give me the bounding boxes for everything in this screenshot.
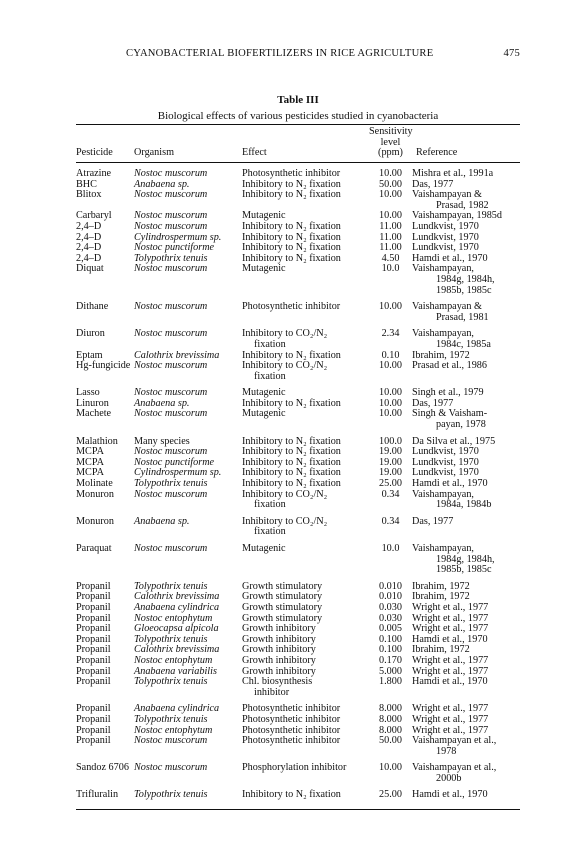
cell-sensitivity-level: 0.170 xyxy=(379,654,402,666)
cell-organism: Many species xyxy=(134,435,190,447)
cell-line: Vaishampayan, xyxy=(412,263,474,275)
cell-organism: Nostoc entophytum xyxy=(134,654,213,666)
cell-line: Growth inhibitory xyxy=(242,633,316,645)
cell-organism: Anabaena cylindrica xyxy=(134,601,220,613)
cell-line: Vaishampayan, xyxy=(412,543,474,554)
cell-pesticide: Sandoz 6706 xyxy=(76,762,129,774)
cell-pesticide: Paraquat xyxy=(76,543,112,554)
cell-pesticide: Eptam xyxy=(76,349,103,361)
cell-reference xyxy=(412,296,520,323)
cell-line: Inhibitory to N₂ fixation xyxy=(242,397,341,409)
cell-sensitivity-level: 0.34 xyxy=(381,515,400,527)
cell-pesticide: 2,4–D xyxy=(76,220,102,232)
cell-sensitivity-level: 0.005 xyxy=(379,623,402,635)
table-row xyxy=(76,603,520,614)
cell-line: Mutagenic xyxy=(242,408,286,420)
cell-sensitivity-level: 25.00 xyxy=(379,478,402,490)
cell-continuation-line: fixation xyxy=(254,499,286,511)
cell-pesticide: MCPA xyxy=(76,446,104,458)
cell-sensitivity-level: 5.000 xyxy=(379,665,402,677)
cell-sensitivity-level: 11.00 xyxy=(379,242,402,254)
cell-line: Inhibitory to N₂ fixation xyxy=(242,231,341,243)
cell-line: Chl. biosynthesis xyxy=(242,676,313,688)
cell-line: Growth stimulatory xyxy=(242,601,323,613)
cell-line: Inhibitory to N₂ fixation xyxy=(242,478,341,490)
cell-pesticide: Propanil xyxy=(76,623,111,635)
cell-organism: Gloeocapsa alpicola xyxy=(134,623,219,635)
cell-sensitivity-level: 50.00 xyxy=(379,735,402,747)
cell-sensitivity-level: 10.0 xyxy=(381,543,400,554)
cell-continuation-line: fixation xyxy=(254,338,286,350)
cell-line: Wright et al., 1977 xyxy=(412,654,489,666)
cell-effect xyxy=(242,409,369,430)
cell-line: Growth stimulatory xyxy=(242,612,323,624)
cell-effect xyxy=(242,296,369,323)
cell-line: Inhibitory to N₂ fixation xyxy=(242,178,341,190)
cell-pesticide: BHC xyxy=(76,178,97,190)
table-row xyxy=(76,677,520,698)
cell-reference xyxy=(412,656,520,667)
cell-sensitivity-level: 10.0 xyxy=(381,263,400,275)
cell-sensitivity-level: 10.00 xyxy=(379,301,402,313)
cell-line: Lundkvist, 1970 xyxy=(412,220,479,232)
cell-line: Lundkvist, 1970 xyxy=(412,467,479,479)
cell-continuation-line: 1984g, 1984h, xyxy=(436,553,495,565)
cell-pesticide: Propanil xyxy=(76,580,111,592)
cell-continuation-line: 1978 xyxy=(436,745,457,757)
cell-organism: Anabaena cylindrica xyxy=(134,703,220,715)
cell-continuation-line: 1985b, 1985c xyxy=(436,564,492,576)
cell-organism: Calothrix brevissima xyxy=(134,349,220,361)
cell-line: Hamdi et al., 1970 xyxy=(412,252,488,264)
cell-reference xyxy=(412,162,520,180)
cell-sensitivity-level: 1.800 xyxy=(379,676,402,688)
cell-sensitivity-level: 0.010 xyxy=(379,580,402,592)
cell-line: Hamdi et al., 1970 xyxy=(412,478,488,490)
cell-pesticide: Propanil xyxy=(76,601,111,613)
cell-line: Growth inhibitory xyxy=(242,644,316,656)
cell-line: Ibrahim, 1972 xyxy=(412,644,470,656)
cell-line: Ibrahim, 1972 xyxy=(412,349,470,361)
cell-continuation-line: 1985b, 1985c xyxy=(436,284,492,296)
cell-line: Wright et al., 1977 xyxy=(412,601,489,613)
table-row xyxy=(76,576,520,593)
cell-sensitivity-level: 0.100 xyxy=(379,633,402,645)
table-row xyxy=(76,736,520,757)
cell-organism: Nostoc muscorum xyxy=(134,328,208,340)
cell-line: Das, 1977 xyxy=(412,178,454,190)
table-row xyxy=(76,431,520,448)
cell-reference xyxy=(412,784,520,801)
cell-organism: Anabaena sp. xyxy=(134,397,190,409)
cell-sensitivity-level: 0.34 xyxy=(381,488,400,500)
cell-pesticide: Propanil xyxy=(76,676,111,688)
cell-line: Lundkvist, 1970 xyxy=(412,446,479,458)
cell-line: Wright et al., 1977 xyxy=(412,623,489,635)
table-row xyxy=(76,162,520,180)
cell-reference xyxy=(412,511,520,538)
cell-organism: Nostoc muscorum xyxy=(134,762,208,774)
cell-pesticide: Blitox xyxy=(76,189,102,201)
cell-line: Growth inhibitory xyxy=(242,665,316,677)
cell-pesticide: Linuron xyxy=(76,397,109,409)
cell-line: Growth inhibitory xyxy=(242,654,316,666)
cell-line: Hamdi et al., 1970 xyxy=(412,633,488,645)
cell-sensitivity-level: 10.00 xyxy=(379,168,402,179)
cell-pesticide: Diquat xyxy=(76,263,104,275)
cell-sensitivity-level: 10.00 xyxy=(379,762,402,774)
cell-line: Inhibitory to N₂ fixation xyxy=(242,456,341,468)
cell-effect xyxy=(242,784,369,801)
cell-organism: Tolypothrix tenuis xyxy=(134,676,208,688)
cell-sensitivity-level: 8.000 xyxy=(379,713,402,725)
cell-reference xyxy=(412,603,520,614)
cell-sensitivity-level: 11.00 xyxy=(379,231,402,243)
cell-pesticide: Propanil xyxy=(76,633,111,645)
cell-organism: Nostoc muscorum xyxy=(134,360,208,372)
cell-organism: Nostoc muscorum xyxy=(134,301,208,313)
cell-organism: Tolypothrix tenuis xyxy=(134,633,208,645)
cell-effect xyxy=(242,490,369,511)
cell-line: Vaishampayan, xyxy=(412,328,474,340)
cell-line: Photosynthetic inhibitor xyxy=(242,713,341,725)
cell-line: Vaishampayan, xyxy=(412,488,474,500)
cell-line: Inhibitory to N₂ fixation xyxy=(242,252,341,264)
table-row xyxy=(76,296,520,323)
cell-organism: Cylindrospermum sp. xyxy=(134,467,222,479)
cell-reference xyxy=(412,736,520,757)
table-caption: Biological effects of various pesticides studied in cyanobacteria xyxy=(157,110,439,122)
cell-sensitivity-level: 10.00 xyxy=(379,360,402,372)
cell-pesticide: Propanil xyxy=(76,713,111,725)
cell-pesticide: 2,4–D xyxy=(76,242,102,254)
cell-line: Singh & Vaisham- xyxy=(412,408,488,420)
cell-line: Photosynthetic inhibitor xyxy=(242,703,341,715)
table-row xyxy=(76,264,520,296)
cell-effect xyxy=(242,576,369,593)
cell-organism: Anabaena sp. xyxy=(134,515,190,527)
cell-organism: Nostoc punctiforme xyxy=(134,242,215,254)
cell-pesticide: MCPA xyxy=(76,467,104,479)
table-row xyxy=(76,361,520,382)
table-row xyxy=(76,698,520,715)
cell-pesticide: Carbaryl xyxy=(76,210,112,222)
cell-line: Vaishampayan et al., xyxy=(412,762,497,774)
header-effect: Effect xyxy=(242,147,267,159)
cell-effect xyxy=(242,656,369,667)
cell-sensitivity-level: 25.00 xyxy=(379,789,402,801)
cell-organism: Nostoc entophytum xyxy=(134,612,213,624)
cell-line: Hamdi et al., 1970 xyxy=(412,789,488,801)
cell-reference xyxy=(412,264,520,296)
cell-organism: Nostoc muscorum xyxy=(134,446,208,458)
cell-pesticide: Malathion xyxy=(76,435,118,447)
cell-effect xyxy=(242,603,369,614)
table-row xyxy=(76,490,520,511)
cell-organism: Nostoc muscorum xyxy=(134,488,208,500)
cell-pesticide: Atrazine xyxy=(76,168,112,179)
cell-effect xyxy=(242,264,369,296)
cell-line: Inhibitory to CO₂/N₂ xyxy=(242,328,328,340)
cell-organism: Nostoc muscorum xyxy=(134,543,208,554)
cell-line: Growth inhibitory xyxy=(242,623,316,635)
cell-continuation-line: 2000b xyxy=(436,772,462,784)
cell-line: Inhibitory to CO₂/N₂ xyxy=(242,360,328,372)
cell-organism: Calothrix brevissima xyxy=(134,591,220,603)
cell-pesticide: 2,4–D xyxy=(76,231,102,243)
cell-sensitivity-level: 0.10 xyxy=(381,349,400,361)
cell-line: Photosynthetic inhibitor xyxy=(242,724,341,736)
cell-line: Inhibitory to N₂ fixation xyxy=(242,789,341,801)
cell-pesticide: Propanil xyxy=(76,724,111,736)
cell-organism: Tolypothrix tenuis xyxy=(134,580,208,592)
cell-sensitivity-level: 19.00 xyxy=(379,467,402,479)
cell-line: Inhibitory to N₂ fixation xyxy=(242,349,341,361)
table-row xyxy=(76,715,520,726)
cell-line: Ibrahim, 1972 xyxy=(412,580,470,592)
cell-line: Vaishampayan et al., xyxy=(412,735,497,747)
cell-reference xyxy=(412,576,520,593)
cell-pesticide: Molinate xyxy=(76,478,113,490)
cell-effect xyxy=(242,538,369,576)
cell-effect xyxy=(242,190,369,211)
cell-organism: Nostoc muscorum xyxy=(134,210,208,222)
cell-line: Das, 1977 xyxy=(412,397,454,409)
cell-line: Prasad et al., 1986 xyxy=(412,360,487,372)
cell-sensitivity-level: 11.00 xyxy=(379,220,402,232)
cell-line: Lundkvist, 1970 xyxy=(412,231,479,243)
cell-line: Das, 1977 xyxy=(412,515,454,527)
cell-reference xyxy=(412,538,520,576)
cell-organism: Nostoc entophytum xyxy=(134,724,213,736)
cell-organism: Tolypothrix tenuis xyxy=(134,713,208,725)
cell-sensitivity-level: 0.030 xyxy=(379,612,402,624)
cell-continuation-line: fixation xyxy=(254,526,286,538)
cell-pesticide: Propanil xyxy=(76,644,111,656)
cell-effect xyxy=(242,382,369,399)
cell-pesticide: MCPA xyxy=(76,456,104,468)
cell-reference xyxy=(412,190,520,211)
cell-sensitivity-level: 0.010 xyxy=(379,591,402,603)
cell-sensitivity-level: 0.030 xyxy=(379,601,402,613)
cell-sensitivity-level: 8.000 xyxy=(379,724,402,736)
cell-line: Lundkvist, 1970 xyxy=(412,456,479,468)
header-pesticide: Pesticide xyxy=(76,147,113,159)
cell-pesticide: Machete xyxy=(76,408,112,420)
cell-sensitivity-level: 19.00 xyxy=(379,446,402,458)
cell-line: Inhibitory to N₂ fixation xyxy=(242,189,341,201)
table-row xyxy=(76,222,520,233)
cell-line: Wright et al., 1977 xyxy=(412,665,489,677)
table-row xyxy=(76,538,520,576)
cell-line: Photosynthetic inhibitor xyxy=(242,168,341,179)
cell-line: Inhibitory to N₂ fixation xyxy=(242,220,341,232)
cell-continuation-line: Prasad, 1982 xyxy=(436,199,489,211)
cell-reference xyxy=(412,431,520,448)
cell-line: Mutagenic xyxy=(242,263,286,275)
cell-reference xyxy=(412,409,520,430)
cell-effect xyxy=(242,715,369,726)
table-header-row xyxy=(76,121,520,162)
cell-effect xyxy=(242,431,369,448)
cell-pesticide: Dithane xyxy=(76,301,109,313)
cell-pesticide: Propanil xyxy=(76,703,111,715)
cell-pesticide: Propanil xyxy=(76,591,111,603)
header-organism: Organism xyxy=(134,147,174,159)
cell-organism: Tolypothrix tenuis xyxy=(134,789,208,801)
cell-organism: Cylindrospermum sp. xyxy=(134,231,222,243)
cell-line: Inhibitory to N₂ fixation xyxy=(242,435,341,447)
cell-line: Singh et al., 1979 xyxy=(412,387,484,399)
cell-sensitivity-level: 8.000 xyxy=(379,703,402,715)
cell-line: Mishra et al., 1991a xyxy=(412,168,494,179)
cell-pesticide: Diuron xyxy=(76,328,105,340)
cell-organism: Nostoc muscorum xyxy=(134,189,208,201)
cell-line: Growth stimulatory xyxy=(242,580,323,592)
cell-line: Wright et al., 1977 xyxy=(412,703,489,715)
cell-sensitivity-level: 100.0 xyxy=(379,435,402,447)
cell-line: Mutagenic xyxy=(242,543,286,554)
cell-line: Ibrahim, 1972 xyxy=(412,591,470,603)
table-body xyxy=(76,162,520,801)
cell-effect xyxy=(242,511,369,538)
cell-reference xyxy=(412,361,520,382)
cell-sensitivity-level: 10.00 xyxy=(379,189,402,201)
cell-reference xyxy=(412,382,520,399)
cell-line: Wright et al., 1977 xyxy=(412,713,489,725)
cell-line: Mutagenic xyxy=(242,387,286,399)
cell-pesticide: Monuron xyxy=(76,488,114,500)
cell-sensitivity-level: 0.100 xyxy=(379,644,402,656)
cell-line: Vaishampayan, 1985d xyxy=(412,210,502,222)
cell-sensitivity-level: 4.50 xyxy=(381,252,400,264)
cell-line: Wright et al., 1977 xyxy=(412,612,489,624)
cell-continuation-line: 1984c, 1985a xyxy=(436,338,491,350)
cell-line: Inhibitory to CO₂/N₂ xyxy=(242,515,328,527)
cell-organism: Nostoc muscorum xyxy=(134,408,208,420)
header-sensitivity-line2: level xyxy=(380,136,401,148)
table-row xyxy=(76,409,520,430)
cell-line: Wright et al., 1977 xyxy=(412,724,489,736)
cell-line: Growth stimulatory xyxy=(242,591,323,603)
cell-sensitivity-level: 50.00 xyxy=(379,178,402,190)
cell-line: Lundkvist, 1970 xyxy=(412,242,479,254)
cell-pesticide: Trifluralin xyxy=(76,789,119,801)
cell-effect xyxy=(242,222,369,233)
cell-organism: Nostoc punctiforme xyxy=(134,456,215,468)
table-row xyxy=(76,784,520,801)
cell-reference xyxy=(412,490,520,511)
cell-line: Inhibitory to N₂ fixation xyxy=(242,467,341,479)
cell-pesticide: Propanil xyxy=(76,665,111,677)
cell-organism: Tolypothrix tenuis xyxy=(134,252,208,264)
cell-reference xyxy=(412,677,520,698)
cell-pesticide: Hg-fungicide xyxy=(76,360,131,372)
table-label: Table III xyxy=(277,94,319,106)
cell-continuation-line: Prasad, 1981 xyxy=(436,311,489,323)
table-row xyxy=(76,511,520,538)
cell-pesticide: 2,4–D xyxy=(76,252,102,264)
cell-organism: Anabaena variabilis xyxy=(134,665,217,677)
cell-reference xyxy=(412,757,520,784)
table-row xyxy=(76,382,520,399)
cell-pesticide: Lasso xyxy=(76,387,100,399)
cell-sensitivity-level: 19.00 xyxy=(379,456,402,468)
cell-line: Vaishampayan & xyxy=(412,301,482,313)
cell-reference xyxy=(412,222,520,233)
table-row xyxy=(76,190,520,211)
cell-line: Inhibitory to N₂ fixation xyxy=(242,242,341,254)
cell-line: Vaishampayan & xyxy=(412,189,482,201)
cell-reference xyxy=(412,715,520,726)
cell-line: Inhibitory to CO₂/N₂ xyxy=(242,488,328,500)
cell-line: Inhibitory to N₂ fixation xyxy=(242,446,341,458)
table-row xyxy=(76,656,520,667)
cell-sensitivity-level: 10.00 xyxy=(379,408,402,420)
cell-effect xyxy=(242,323,369,350)
running-head-title: CYANOBACTERIAL BIOFERTILIZERS IN RICE AGRICULTURE xyxy=(126,48,434,59)
cell-organism: Nostoc muscorum xyxy=(134,168,208,179)
cell-pesticide: Monuron xyxy=(76,515,114,527)
cell-continuation-line: inhibitor xyxy=(254,686,290,698)
cell-line: Phosphorylation inhibitor xyxy=(242,762,347,774)
cell-line: Photosynthetic inhibitor xyxy=(242,735,341,747)
cell-organism: Nostoc muscorum xyxy=(134,263,208,275)
cell-organism: Nostoc muscorum xyxy=(134,220,208,232)
cell-line: Photosynthetic inhibitor xyxy=(242,301,341,313)
page-number: 475 xyxy=(503,48,520,59)
cell-organism: Anabaena sp. xyxy=(134,178,190,190)
table-row xyxy=(76,323,520,350)
table-bottom-rule xyxy=(76,809,520,810)
cell-sensitivity-level: 10.00 xyxy=(379,387,402,399)
cell-organism: Nostoc muscorum xyxy=(134,735,208,747)
cell-effect xyxy=(242,361,369,382)
cell-pesticide: Propanil xyxy=(76,735,111,747)
cell-pesticide: Propanil xyxy=(76,612,111,624)
cell-continuation-line: payan, 1978 xyxy=(436,419,486,431)
cell-line: Mutagenic xyxy=(242,210,286,222)
table-row xyxy=(76,757,520,784)
cell-organism: Calothrix brevissima xyxy=(134,644,220,656)
cell-effect xyxy=(242,162,369,180)
pesticide-effects-table xyxy=(76,121,520,801)
cell-effect xyxy=(242,677,369,698)
cell-sensitivity-level: 10.00 xyxy=(379,210,402,222)
cell-line: Hamdi et al., 1970 xyxy=(412,676,488,688)
cell-effect xyxy=(242,736,369,757)
cell-effect xyxy=(242,757,369,784)
cell-line: Da Silva et al., 1975 xyxy=(412,435,496,447)
cell-continuation-line: 1984a, 1984b xyxy=(436,499,492,511)
header-sensitivity xyxy=(369,121,412,162)
header-sensitivity-line1: Sensitivity xyxy=(369,126,413,138)
cell-sensitivity-level: 2.34 xyxy=(381,328,400,340)
header-reference: Reference xyxy=(416,147,458,159)
cell-continuation-line: 1984g, 1984h, xyxy=(436,273,495,285)
cell-reference xyxy=(412,323,520,350)
cell-organism: Nostoc muscorum xyxy=(134,387,208,399)
cell-organism: Tolypothrix tenuis xyxy=(134,478,208,490)
cell-pesticide: Propanil xyxy=(76,654,111,666)
cell-sensitivity-level: 10.00 xyxy=(379,397,402,409)
cell-reference xyxy=(412,698,520,715)
cell-continuation-line: fixation xyxy=(254,370,286,382)
header-sensitivity-line3: (ppm) xyxy=(378,147,403,159)
cell-effect xyxy=(242,698,369,715)
